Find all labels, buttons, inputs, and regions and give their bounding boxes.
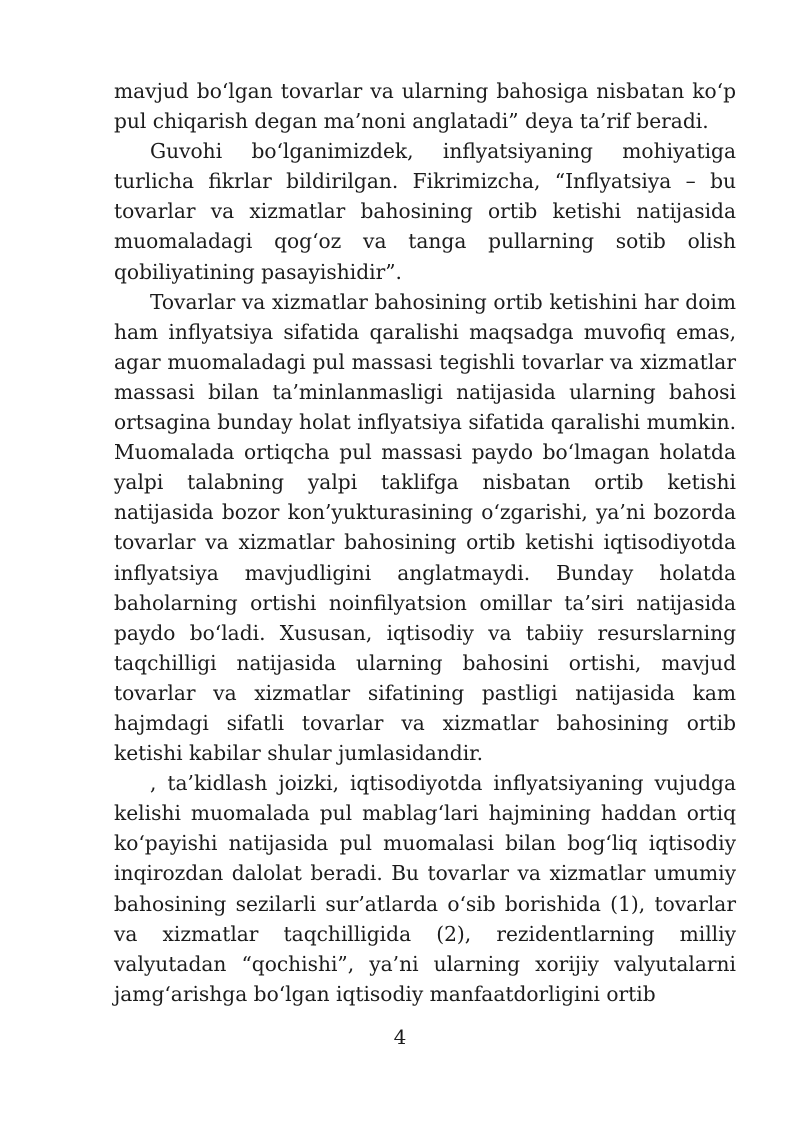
paragraph-4: , ta’kidlash joizki, iqtisodiyotda inflyatsiyaning vujudga kelishi muomalada pul mablag‘lari hajmining haddan ortiq ko‘payishi natijasida pul muomalasi bilan bog‘liq iqtisodiy inqirozdan dalolat beradi. Bu tovarlar va xizmatlar umumiy bahosining sezilarli sur’atlarda o‘sib borishida (1), tovarlar va xizmatlar taqchilligida (2), rezidentlarning milliy valyutadan “qochishi”, ya’ni ularning xorijiy valyutalarni jamg‘arishga bo‘lgan iqtisodiy manfaatdorligini ortib xyxy=(114,771,736,1006)
paragraph-1: mavjud bo‘lgan tovarlar va ularning bahosiga nisbatan ko‘p pul chiqarish degan ma’noni anglatadi” deya ta’rif beradi. xyxy=(114,79,736,134)
paragraph-3: Tovarlar va xizmatlar bahosining ortib ketishini har doim ham inflyatsiya sifatida qaralishi maqsadga muvofiq emas, agar muomaladagi pul massasi tegishli tovarlar va xizmatlar massasi bilan ta’minlanmasligi natijasida ularning bahosi ortsagina bunday holat inflyatsiya sifatida qaralishi mumkin. Muomalada ortiqcha pul massasi paydo bo‘lmagan holatda yalpi talabning yalpi taklifga nisbatan ortib ketishi natijasida bozor kon’yukturasining o‘zgarishi, ya’ni bozorda tovarlar va xizmatlar bahosining ortib ketishi iqtisodiyotda inflyatsiya mavjudligini anglatmaydi. Bunday holatda baholarning ortishi noinfilyatsion omillar ta’siri natijasida paydo bo‘ladi. Xususan, iqtisodiy va tabiiy resurslarning taqchilligi natijasida ularning bahosini ortishi, mavjud tovarlar va xizmatlar sifatining pastligi natijasida kam hajmdagi sifatli tovarlar va xizmatlar bahosining ortib ketishi kabilar shular jumlasidandir. xyxy=(114,289,736,766)
page-body xyxy=(114,76,736,1009)
page-number: 4 xyxy=(393,1025,407,1049)
paragraph-2: Guvohi bo‘lganimizdek, inflyatsiyaning mohiyatiga turlicha fikrlar bildirilgan. Fikrimizcha, “Inflyatsiya – bu tovarlar va xizmatlar bahosining ortib ketishi natijasida muomaladagi qog‘oz va tanga pullarning sotib olish qobiliyatining pasayishidir”. xyxy=(114,139,736,284)
